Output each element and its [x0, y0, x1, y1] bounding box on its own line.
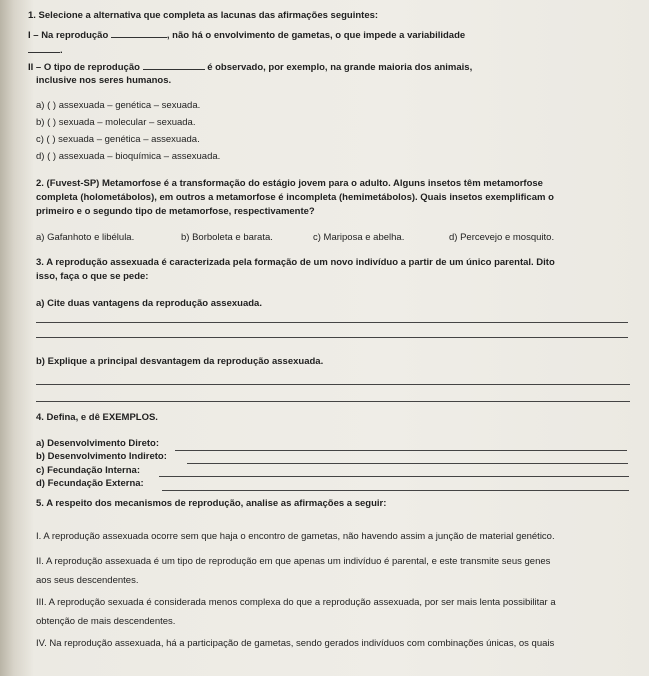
answer-line[interactable] — [36, 401, 630, 402]
q1-title: 1. Selecione a alternativa que completa as lacunas das afirmações seguintes: — [28, 10, 379, 21]
q2-option-d[interactable]: d) Percevejo e mosquito. — [449, 232, 555, 243]
answer-line[interactable] — [36, 384, 630, 385]
q4-item-d: d) Fecundação Externa: — [36, 478, 144, 489]
q3-item-b: b) Explique a principal desvantagem da reprodução assexuada. — [36, 356, 324, 367]
q5-statement-i: I. A reprodução assexuada ocorre sem que haja o encontro de gametas, não havendo assim a junção de material genético. — [36, 531, 555, 542]
q5-statement-iv: IV. Na reprodução assexuada, há a participação de gametas, sendo gerados indivíduos com combinações únicas, os quais — [36, 638, 555, 649]
q5-statement-ii-line-1: II. A reprodução assexuada é um tipo de reprodução em que apenas um indivíduo é parental, e este transmite seus genes — [36, 556, 551, 567]
answer-line[interactable] — [187, 463, 628, 464]
q2-line-2: completa (holometábolos), em outros a metamorfose é incompleta (hemimetábolos). Quais insetos exemplificam o — [36, 192, 554, 203]
q1-i-middle: , não há o envolvimento de gametas, o que impede a variabilidade — [166, 30, 466, 41]
answer-line[interactable] — [36, 322, 628, 323]
q2-line-1: 2. (Fuvest-SP) Metamorfose é a transformação do estágio jovem para o adulto. Alguns insetos têm metamorfose — [36, 178, 543, 189]
answer-line[interactable] — [36, 337, 628, 338]
q4-title: 4. Defina, e dê EXEMPLOS. — [36, 412, 158, 423]
q1-statement-ii — [28, 60, 472, 73]
q1-i-end: . — [60, 45, 63, 56]
q1-blank-1 — [111, 28, 167, 38]
q1-ii-start: II – O tipo de reprodução — [28, 62, 140, 73]
q1-option-a[interactable]: a) ( ) assexuada – genética – sexuada. — [36, 100, 201, 111]
q3-item-a: a) Cite duas vantagens da reprodução assexuada. — [36, 298, 262, 309]
answer-line[interactable] — [175, 450, 627, 451]
q2-line-3: primeiro e o segundo tipo de metamorfose, respectivamente? — [36, 206, 315, 217]
q1-option-d[interactable]: d) ( ) assexuada – bioquímica – assexuada. — [36, 151, 221, 162]
q1-i-continuation — [28, 43, 63, 56]
q1-statement-i — [28, 28, 465, 41]
q3-line-2: isso, faça o que se pede: — [36, 271, 149, 282]
answer-line[interactable] — [159, 476, 629, 477]
q1-option-b[interactable]: b) ( ) sexuada – molecular – sexuada. — [36, 117, 196, 128]
q5-statement-iii-line-2: obtenção de mais descendentes. — [36, 616, 176, 627]
q1-i-start: I – Na reprodução — [28, 30, 109, 41]
q2-option-c[interactable]: c) Mariposa e abelha. — [313, 232, 405, 243]
q1-ii-middle: é observado, por exemplo, na grande maioria dos animais, — [207, 62, 473, 73]
q5-statement-ii-line-2: aos seus descendentes. — [36, 575, 139, 586]
q2-option-a[interactable]: a) Gafanhoto e libélula. — [36, 232, 135, 243]
answer-line[interactable] — [162, 490, 629, 491]
q4-item-a: a) Desenvolvimento Direto: — [36, 438, 159, 449]
q1-blank-2 — [28, 43, 60, 53]
q2-option-b[interactable]: b) Borboleta e barata. — [181, 232, 273, 243]
q1-option-c[interactable]: c) ( ) sexuada – genética – assexuada. — [36, 134, 200, 145]
q3-line-1: 3. A reprodução assexuada é caracterizada pela formação de um novo indivíduo a partir de um único parental. Dito — [36, 257, 555, 268]
q4-item-b: b) Desenvolvimento Indireto: — [36, 451, 167, 462]
q4-item-c: c) Fecundação Interna: — [36, 465, 140, 476]
q5-statement-iii-line-1: III. A reprodução sexuada é considerada menos complexa do que a reprodução assexuada, por ser mais lenta possibilitar a — [36, 597, 556, 608]
q5-title: 5. A respeito dos mecanismos de reprodução, analise as afirmações a seguir: — [36, 498, 387, 509]
q1-ii-end: inclusive nos seres humanos. — [36, 75, 172, 86]
q1-blank-3 — [143, 60, 205, 70]
